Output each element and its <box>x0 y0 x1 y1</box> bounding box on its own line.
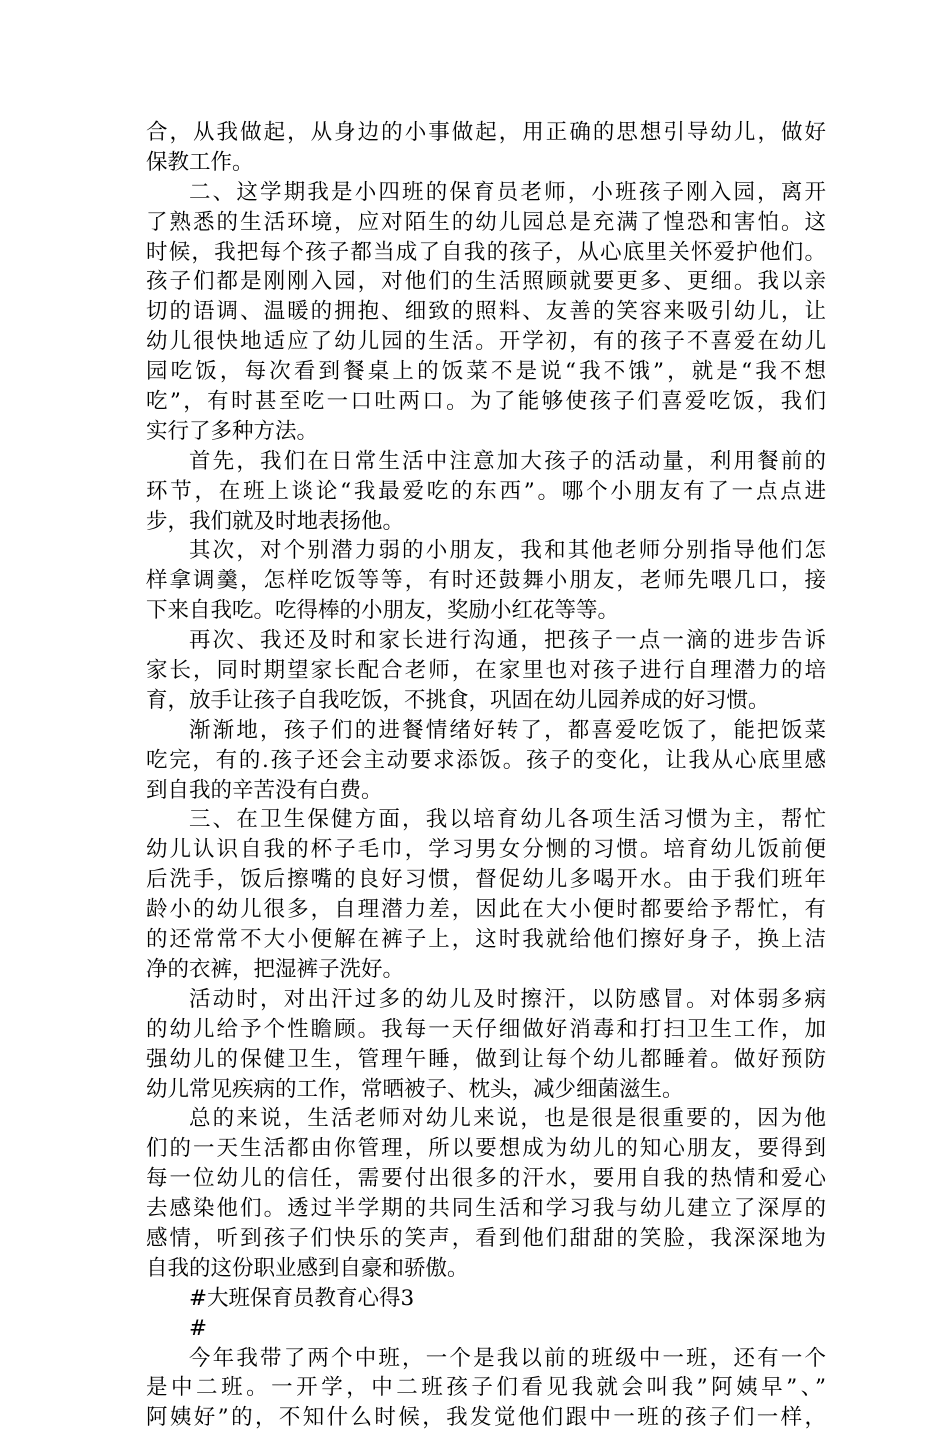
text-line: 是中二班。一开学，中二班孩子们看见我就会叫我”阿姨早”、” <box>146 1375 826 1401</box>
text-line: 的幼儿给予个性瞻顾。我每一天仔细做好消毒和打扫卫生工作，加 <box>146 1016 826 1042</box>
text-line: 感情，听到孩子们快乐的笑声，看到他们甜甜的笑脸，我深深地为 <box>146 1225 826 1251</box>
text-line: 总的来说，生活老师对幼儿来说，也是很是很重要的，因为他 <box>189 1106 826 1132</box>
text-line: 再次、我还及时和家长进行沟通，把孩子一点一滴的进步告诉 <box>189 628 826 654</box>
text-line: 后洗手，饭后擦嘴的良好习惯，督促幼儿多喝开水。由于我们班年 <box>146 867 826 893</box>
text-line: 下来自我吃。吃得棒的小朋友，奖励小红花等等。 <box>146 598 620 624</box>
document-body <box>146 118 826 1433</box>
text-line: 去感染他们。透过半学期的共同生活和学习我与幼儿建立了深厚的 <box>146 1196 826 1222</box>
text-line: 了熟悉的生活环境，应对陌生的幼儿园总是充满了惶恐和害怕。这 <box>146 209 826 235</box>
text-line: 幼儿认识自我的杯子毛巾，学习男女分恻的习惯。培育幼儿饭前便 <box>146 837 826 863</box>
text-line: 切的语调、温暖的拥抱、细致的照料、友善的笑容来吸引幼儿，让 <box>146 299 826 325</box>
text-line: 孩子们都是刚刚入园，对他们的生活照顾就要更多、更细。我以亲 <box>146 269 826 295</box>
text-line: 幼儿常见疾病的工作，常晒被子、枕头，减少细菌滋生。 <box>146 1076 684 1102</box>
text-line: 首先，我们在日常生活中注意加大孩子的活动量，利用餐前的 <box>189 448 826 474</box>
text-line: 到自我的辛苦没有白费。 <box>146 777 383 803</box>
text-line: 自我的这份职业感到自豪和骄傲。 <box>146 1255 469 1281</box>
text-line: 园吃饭，每次看到餐桌上的饭菜不是说“我不饿”，就是“我不想 <box>146 359 826 385</box>
text-line: 净的衣裤，把湿裤子洗好。 <box>146 956 405 982</box>
text-line: 家长，同时期望家长配合老师，在家里也对孩子进行自理潜力的培 <box>146 658 826 684</box>
text-line: 其次，对个别潜力弱的小朋友，我和其他老师分别指导他们怎 <box>189 538 826 564</box>
text-line: 环节，在班上谈论“我最爱吃的东西”。哪个小朋友有了一点点进 <box>146 478 826 504</box>
text-line: 时候，我把每个孩子都当成了自我的孩子，从心底里关怀爱护他们。 <box>146 239 826 265</box>
text-line: #大班保育员教育心得3 <box>189 1285 415 1311</box>
text-line: 实行了多种方法。 <box>146 418 319 444</box>
text-line: 每一位幼儿的信任，需要付出很多的汗水，要用自我的热情和爱心 <box>146 1166 826 1192</box>
text-line: 的还常常不大小便解在裤子上，这时我就给他们擦好身子，换上洁 <box>146 927 826 953</box>
text-line: 今年我带了两个中班，一个是我以前的班级中一班，还有一个 <box>189 1345 826 1371</box>
text-line: 步，我们就及时地表扬他。 <box>146 508 405 534</box>
text-line: 龄小的幼儿很多，自理潜力差，因此在大小便时都要给予帮忙，有 <box>146 897 826 923</box>
text-line: # <box>189 1315 208 1341</box>
text-line: 强幼儿的保健卫生，管理午睡，做到让每个幼儿都睡着。做好预防 <box>146 1046 826 1072</box>
text-line: 样拿调羹，怎样吃饭等等，有时还鼓舞小朋友，老师先喂几口，接 <box>146 568 826 594</box>
text-line: 吃完，有的.孩子还会主动要求添饭。孩子的变化，让我从心底里感 <box>146 747 826 773</box>
text-line: 阿姨好”的，不知什么时候，我发觉他们跟中一班的孩子们一样， <box>146 1405 826 1431</box>
text-line: 吃”，有时甚至吃一口吐两口。为了能够使孩子们喜爱吃饭，我们 <box>146 389 826 415</box>
text-line: 幼儿很快地适应了幼儿园的生活。开学初，有的孩子不喜爱在幼儿 <box>146 329 826 355</box>
text-line: 育，放手让孩子自我吃饭，不挑食，巩固在幼儿园养成的好习惯。 <box>146 687 770 713</box>
text-line: 二、这学期我是小四班的保育员老师，小班孩子刚入园，离开 <box>189 179 826 205</box>
text-line: 保教工作。 <box>146 149 254 175</box>
text-line: 们的一天生活都由你管理，所以要想成为幼儿的知心朋友，要得到 <box>146 1136 826 1162</box>
text-line: 合，从我做起，从身边的小事做起，用正确的思想引导幼儿，做好 <box>146 120 826 145</box>
text-line: 活动时，对出汗过多的幼儿及时擦汗，以防感冒。对体弱多病 <box>189 986 826 1012</box>
text-line: 三、在卫生保健方面，我以培育幼儿各项生活习惯为主，帮忙 <box>189 807 826 833</box>
text-line: 渐渐地，孩子们的进餐情绪好转了，都喜爱吃饭了，能把饭菜 <box>189 717 826 743</box>
